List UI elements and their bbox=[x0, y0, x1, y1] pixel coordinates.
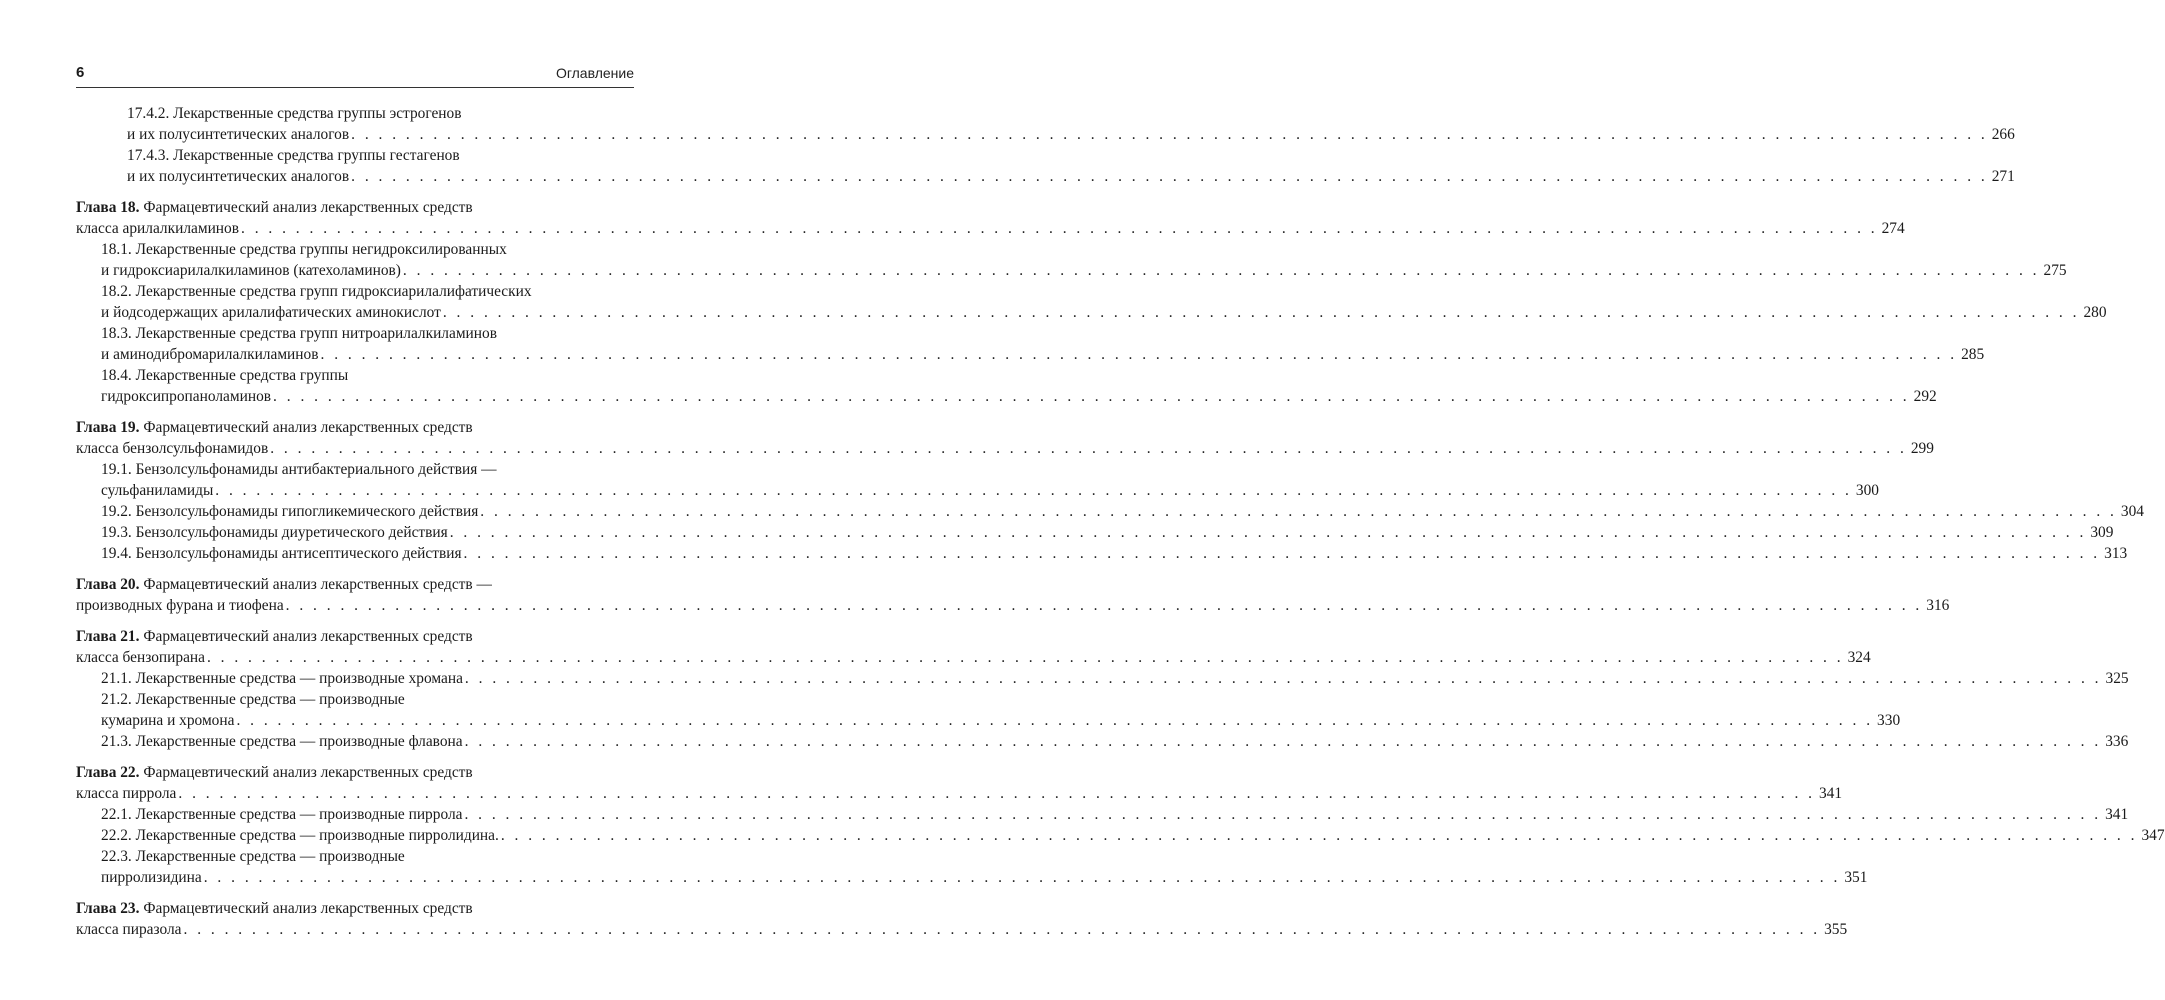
toc-line bbox=[76, 804, 2129, 825]
chapter-label: Глава 21. bbox=[76, 628, 140, 645]
toc-section-entry bbox=[76, 522, 2114, 543]
toc-line bbox=[76, 647, 1871, 668]
dot-leader: . . . . . . . . . . . . . . . . . . . . . . . . . . . . . . . . . . . . . . . . . . . . . . . . . . . . . . . . . . . . . . . . . . . . . . . . . . . . . . . . . . . . . . . . . . . . . . . . . . . . . . . . . . . . . . . . . . . . . . . . bbox=[320, 346, 1958, 363]
page-reference: 266 bbox=[1991, 126, 2015, 143]
entry-text: сульфаниламиды bbox=[101, 482, 214, 499]
entry-text: 19.1. Бензолсульфонамиды антибактериального действия — bbox=[101, 461, 497, 478]
chapter-label: Глава 18. bbox=[76, 199, 140, 216]
toc-line bbox=[76, 124, 2015, 145]
dot-leader: . . . . . . . . . . . . . . . . . . . . . . . . . . . . . . . . . . . . . . . . . . . . . . . . . . . . . . . . . . . . . . . . . . . . . . . . . . . . . . . . . . . . . . . . . . . . . . . . . . . . . . . . . . . . . . . . . . . . . . . . bbox=[183, 921, 1821, 938]
toc-section-entry bbox=[76, 145, 2015, 187]
page-reference: 330 bbox=[1877, 712, 1901, 729]
toc-line bbox=[76, 501, 2144, 522]
dot-leader: . . . . . . . . . . . . . . . . . . . . . . . . . . . . . . . . . . . . . . . . . . . . . . . . . . . . . . . . . . . . . . . . . . . . . . . . . . . . . . . . . . . . . . . . . . . . . . . . . . . . . . . . . . . . . . . . . . . . . . . . bbox=[464, 733, 2102, 750]
toc-section-entry bbox=[76, 543, 2128, 564]
dot-leader: . . . . . . . . . . . . . . . . . . . . . . . . . . . . . . . . . . . . . . . . . . . . . . . . . . . . . . . . . . . . . . . . . . . . . . . . . . . . . . . . . . . . . . . . . . . . . . . . . . . . . . . . . . . . . . . . . . . . . . . . bbox=[351, 126, 1988, 143]
toc-section-entry bbox=[76, 825, 2165, 846]
toc-chapter-entry bbox=[76, 197, 1905, 239]
toc-section-entry bbox=[76, 731, 2129, 752]
entry-text: 22.3. Лекарственные средства — производные bbox=[101, 848, 405, 865]
toc-line bbox=[76, 898, 634, 919]
dot-leader: . . . . . . . . . . . . . . . . . . . . . . . . . . . . . . . . . . . . . . . . . . . . . . . . . . . . . . . . . . . . . . . . . . . . . . . . . . . . . . . . . . . . . . . . . . . . . . . . . . . . . . . . . . . . . . . . . . . . . . . . bbox=[351, 168, 1988, 185]
toc-line bbox=[76, 239, 634, 260]
dot-leader: . . . . . . . . . . . . . . . . . . . . . . . . . . . . . . . . . . . . . . . . . . . . . . . . . . . . . . . . . . . . . . . . . . . . . . . . . . . . . . . . . . . . . . . . . . . . . . . . . . . . . . . . . . . . . . . . . . . . . . . . bbox=[442, 304, 2080, 321]
toc-line bbox=[76, 103, 634, 124]
dot-leader: . . . . . . . . . . . . . . . . . . . . . . . . . . . . . . . . . . . . . . . . . . . . . . . . . . . . . . . . . . . . . . . . . . . . . . . . . . . . . . . . . . . . . . . . . . . . . . . . . . . . . . . . . . . . . . . . . . . . . . . . bbox=[215, 482, 1852, 499]
page-reference: 271 bbox=[1991, 168, 2015, 185]
toc-line bbox=[76, 595, 1950, 616]
page-number: 6 bbox=[76, 64, 85, 81]
toc-line bbox=[76, 281, 634, 302]
toc-line bbox=[76, 626, 634, 647]
toc-line bbox=[76, 145, 634, 166]
page-reference: 280 bbox=[2083, 304, 2107, 321]
entry-text: гидроксипропаноламинов bbox=[101, 388, 272, 405]
entry-text: класса бензопирана bbox=[76, 649, 205, 666]
toc-line bbox=[76, 867, 1868, 888]
entry-text: 21.1. Лекарственные средства — производные хромана bbox=[101, 670, 463, 687]
toc-line bbox=[76, 323, 634, 344]
toc-line bbox=[76, 574, 634, 595]
header-rule bbox=[76, 87, 634, 88]
running-title: Оглавление bbox=[555, 65, 634, 81]
page-reference: 316 bbox=[1926, 597, 1950, 614]
dot-leader: . . . . . . . . . . . . . . . . . . . . . . . . . . . . . . . . . . . . . . . . . . . . . . . . . . . . . . . . . . . . . . . . . . . . . . . . . . . . . . . . . . . . . . . . . . . . . . . . . . . . . . . . . . . . . . . . . . . . . . . . bbox=[178, 785, 1815, 802]
dot-leader: . . . . . . . . . . . . . . . . . . . . . . . . . . . . . . . . . . . . . . . . . . . . . . . . . . . . . . . . . . . . . . . . . . . . . . . . . . . . . . . . . . . . . . . . . . . . . . . . . . . . . . . . . . . . . . . . . . . . . . . . bbox=[500, 827, 2138, 844]
toc-line bbox=[76, 166, 2015, 187]
chapter-title: Фармацевтический анализ лекарственных средств bbox=[139, 199, 473, 216]
toc-line bbox=[76, 438, 1934, 459]
dot-leader: . . . . . . . . . . . . . . . . . . . . . . . . . . . . . . . . . . . . . . . . . . . . . . . . . . . . . . . . . . . . . . . . . . . . . . . . . . . . . . . . . . . . . . . . . . . . . . . . . . . . . . . . . . . . . . . . . . . . . . . . bbox=[480, 503, 2117, 520]
toc-line bbox=[76, 689, 634, 710]
toc-line bbox=[76, 710, 1901, 731]
page-reference: 341 bbox=[1818, 785, 1843, 802]
entry-text: класса пиррола bbox=[76, 785, 177, 802]
entry-text: 17.4.3. Лекарственные средства группы гестагенов bbox=[127, 147, 460, 164]
dot-leader: . . . . . . . . . . . . . . . . . . . . . . . . . . . . . . . . . . . . . . . . . . . . . . . . . . . . . . . . . . . . . . . . . . . . . . . . . . . . . . . . . . . . . . . . . . . . . . . . . . . . . . . . . . . . . . . . . . . . . . . . bbox=[206, 649, 1844, 666]
page-reference: 304 bbox=[2120, 503, 2144, 520]
page-reference: 325 bbox=[2105, 670, 2129, 687]
toc-line bbox=[76, 365, 634, 386]
toc-line bbox=[76, 417, 634, 438]
toc-line bbox=[76, 302, 2107, 323]
entry-text: класса пиразола bbox=[76, 921, 182, 938]
page-reference: 292 bbox=[1913, 388, 1937, 405]
page-reference: 285 bbox=[1961, 346, 1985, 363]
page-reference: 313 bbox=[2104, 545, 2128, 562]
dot-leader: . . . . . . . . . . . . . . . . . . . . . . . . . . . . . . . . . . . . . . . . . . . . . . . . . . . . . . . . . . . . . . . . . . . . . . . . . . . . . . . . . . . . . . . . . . . . . . . . . . . . . . . . . . . . . . . . . . . . . . . . bbox=[449, 524, 2087, 541]
entry-text: 18.4. Лекарственные средства группы bbox=[101, 367, 349, 384]
dot-leader: . . . . . . . . . . . . . . . . . . . . . . . . . . . . . . . . . . . . . . . . . . . . . . . . . . . . . . . . . . . . . . . . . . . . . . . . . . . . . . . . . . . . . . . . . . . . . . . . . . . . . . . . . . . . . . . . . . . . . . . . bbox=[241, 220, 1878, 237]
entry-text: 22.1. Лекарственные средства — производные пиррола bbox=[101, 806, 463, 823]
entry-text: и аминодибромарилалкиламинов bbox=[101, 346, 319, 363]
entry-text: 19.2. Бензолсульфонамиды гипогликемического действия bbox=[101, 503, 479, 520]
toc-line bbox=[76, 218, 1905, 239]
entry-text: 17.4.2. Лекарственные средства группы эстрогенов bbox=[127, 105, 462, 122]
entry-text: и гидроксиарилалкиламинов (катехоламинов) bbox=[101, 262, 401, 279]
entry-text: 22.2. Лекарственные средства — производные пирролидина. bbox=[101, 827, 499, 844]
entry-text: 18.2. Лекарственные средства групп гидроксиарилалифатических bbox=[101, 283, 532, 300]
page-reference: 309 bbox=[2090, 524, 2114, 541]
chapter-title: Фармацевтический анализ лекарственных средств bbox=[139, 764, 473, 781]
toc-line bbox=[76, 344, 1985, 365]
page-header bbox=[76, 64, 634, 86]
toc-line bbox=[76, 459, 634, 480]
entry-text: и их полусинтетических аналогов bbox=[127, 126, 350, 143]
page-reference: 274 bbox=[1881, 220, 1905, 237]
toc-chapter-entry bbox=[76, 762, 1843, 804]
entry-text: класса арилалкиламинов bbox=[76, 220, 240, 237]
dot-leader: . . . . . . . . . . . . . . . . . . . . . . . . . . . . . . . . . . . . . . . . . . . . . . . . . . . . . . . . . . . . . . . . . . . . . . . . . . . . . . . . . . . . . . . . . . . . . . . . . . . . . . . . . . . . . . . . . . . . . . . . bbox=[464, 670, 2102, 687]
chapter-title: Фармацевтический анализ лекарственных средств bbox=[139, 419, 473, 436]
toc-line bbox=[76, 197, 634, 218]
dot-leader: . . . . . . . . . . . . . . . . . . . . . . . . . . . . . . . . . . . . . . . . . . . . . . . . . . . . . . . . . . . . . . . . . . . . . . . . . . . . . . . . . . . . . . . . . . . . . . . . . . . . . . . . . . . . . . . . . . . . . . . . bbox=[203, 869, 1841, 886]
toc-line bbox=[76, 668, 2129, 689]
toc-line bbox=[76, 825, 2165, 846]
dot-leader: . . . . . . . . . . . . . . . . . . . . . . . . . . . . . . . . . . . . . . . . . . . . . . . . . . . . . . . . . . . . . . . . . . . . . . . . . . . . . . . . . . . . . . . . . . . . . . . . . . . . . . . . . . . . . . . . . . . . . . . . bbox=[402, 262, 2040, 279]
entry-text: 18.3. Лекарственные средства групп нитроарилалкиламинов bbox=[101, 325, 497, 342]
toc-line bbox=[76, 543, 2128, 564]
toc-section-entry bbox=[76, 281, 2107, 323]
table-of-contents bbox=[76, 103, 2165, 940]
toc-section-entry bbox=[76, 323, 1985, 365]
toc-line bbox=[76, 846, 634, 867]
page-reference: 341 bbox=[2105, 806, 2129, 823]
toc-section-entry bbox=[76, 103, 2015, 145]
page-reference: 347 bbox=[2141, 827, 2165, 844]
toc-line bbox=[76, 386, 1937, 407]
entry-text: производных фурана и тиофена bbox=[76, 597, 284, 614]
dot-leader: . . . . . . . . . . . . . . . . . . . . . . . . . . . . . . . . . . . . . . . . . . . . . . . . . . . . . . . . . . . . . . . . . . . . . . . . . . . . . . . . . . . . . . . . . . . . . . . . . . . . . . . . . . . . . . . . . . . . . . . . bbox=[273, 388, 1910, 405]
toc-line bbox=[76, 522, 2114, 543]
entry-text: пирролизидина bbox=[101, 869, 202, 886]
toc-section-entry bbox=[76, 365, 1937, 407]
entry-text: и их полусинтетических аналогов bbox=[127, 168, 350, 185]
entry-text: 18.1. Лекарственные средства группы негидроксилированных bbox=[101, 241, 507, 258]
chapter-label: Глава 19. bbox=[76, 419, 140, 436]
toc-line bbox=[76, 919, 1848, 940]
page-reference: 336 bbox=[2105, 733, 2129, 750]
page-reference: 300 bbox=[1855, 482, 1879, 499]
dot-leader: . . . . . . . . . . . . . . . . . . . . . . . . . . . . . . . . . . . . . . . . . . . . . . . . . . . . . . . . . . . . . . . . . . . . . . . . . . . . . . . . . . . . . . . . . . . . . . . . . . . . . . . . . . . . . . . . . . . . . . . . bbox=[236, 712, 1874, 729]
chapter-title: Фармацевтический анализ лекарственных средств bbox=[139, 900, 473, 917]
toc-chapter-entry bbox=[76, 626, 1871, 668]
entry-text: и йодсодержащих арилалифатических аминокислот bbox=[101, 304, 441, 321]
chapter-title: Фармацевтический анализ лекарственных средств — bbox=[139, 576, 492, 593]
toc-line bbox=[76, 480, 1879, 501]
chapter-label: Глава 22. bbox=[76, 764, 140, 781]
toc-section-entry bbox=[76, 501, 2144, 522]
page-reference: 351 bbox=[1844, 869, 1868, 886]
toc-section-entry bbox=[76, 689, 1901, 731]
dot-leader: . . . . . . . . . . . . . . . . . . . . . . . . . . . . . . . . . . . . . . . . . . . . . . . . . . . . . . . . . . . . . . . . . . . . . . . . . . . . . . . . . . . . . . . . . . . . . . . . . . . . . . . . . . . . . . . . . . . . . . . . bbox=[463, 545, 2101, 562]
toc-section-entry bbox=[76, 459, 1879, 501]
toc-line bbox=[76, 260, 2067, 281]
entry-text: 19.3. Бензолсульфонамиды диуретического действия bbox=[101, 524, 448, 541]
toc-line bbox=[76, 731, 2129, 752]
dot-leader: . . . . . . . . . . . . . . . . . . . . . . . . . . . . . . . . . . . . . . . . . . . . . . . . . . . . . . . . . . . . . . . . . . . . . . . . . . . . . . . . . . . . . . . . . . . . . . . . . . . . . . . . . . . . . . . . . . . . . . . . bbox=[285, 597, 1923, 614]
page-reference: 275 bbox=[2043, 262, 2067, 279]
entry-text: 21.2. Лекарственные средства — производные bbox=[101, 691, 405, 708]
toc-section-entry bbox=[76, 804, 2129, 825]
entry-text: 21.3. Лекарственные средства — производные флавона bbox=[101, 733, 463, 750]
toc-chapter-entry bbox=[76, 898, 1848, 940]
entry-text: класса бензолсульфонамидов bbox=[76, 440, 269, 457]
page-reference: 355 bbox=[1824, 921, 1848, 938]
page-reference: 299 bbox=[1910, 440, 1934, 457]
toc-section-entry bbox=[76, 668, 2129, 689]
entry-text: 19.4. Бензолсульфонамиды антисептического действия bbox=[101, 545, 462, 562]
toc-section-entry bbox=[76, 239, 2067, 281]
dot-leader: . . . . . . . . . . . . . . . . . . . . . . . . . . . . . . . . . . . . . . . . . . . . . . . . . . . . . . . . . . . . . . . . . . . . . . . . . . . . . . . . . . . . . . . . . . . . . . . . . . . . . . . . . . . . . . . . . . . . . . . . bbox=[270, 440, 1907, 457]
entry-text: кумарина и хромона bbox=[101, 712, 235, 729]
toc-chapter-entry bbox=[76, 417, 1934, 459]
chapter-label: Глава 20. bbox=[76, 576, 140, 593]
toc-line bbox=[76, 762, 634, 783]
toc-section-entry bbox=[76, 846, 1868, 888]
toc-chapter-entry bbox=[76, 574, 1950, 616]
chapter-label: Глава 23. bbox=[76, 900, 140, 917]
chapter-title: Фармацевтический анализ лекарственных средств bbox=[139, 628, 473, 645]
dot-leader: . . . . . . . . . . . . . . . . . . . . . . . . . . . . . . . . . . . . . . . . . . . . . . . . . . . . . . . . . . . . . . . . . . . . . . . . . . . . . . . . . . . . . . . . . . . . . . . . . . . . . . . . . . . . . . . . . . . . . . . . bbox=[464, 806, 2102, 823]
toc-line bbox=[76, 783, 1843, 804]
page-reference: 324 bbox=[1847, 649, 1871, 666]
